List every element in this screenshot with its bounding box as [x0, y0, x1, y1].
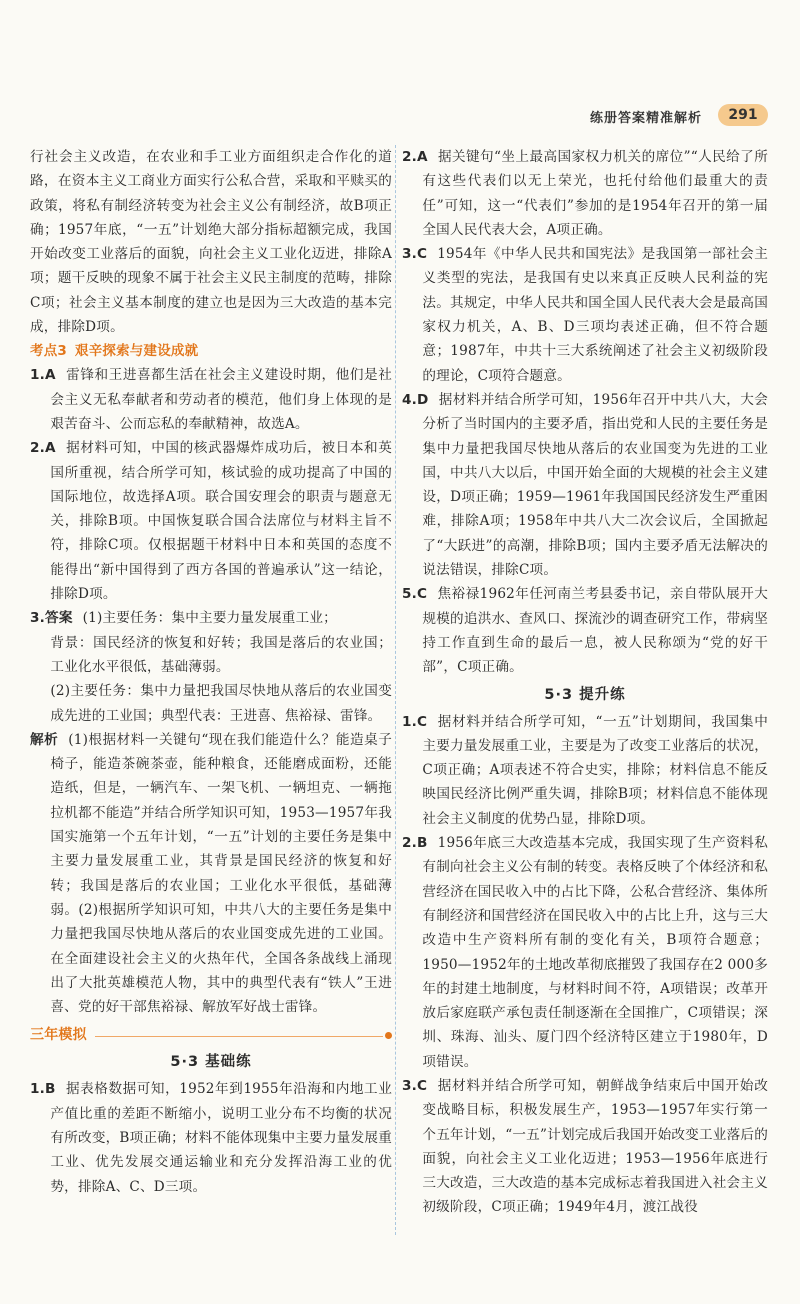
- answer-text: (2)主要任务：集中力量把我国尽快地从落后的农业国变成先进的工业国；典型代表：王进喜、焦裕禄、雷锋。: [50, 683, 392, 724]
- explanation-text: (1)根据材料一关键句“现在我们能造什么？能造桌子椅子，能造茶碗茶壶，能种粮食，还能磨成面粉，还能造纸，但是，一辆汽车、一架飞机、一辆坦克、一辆拖拉机都不能造”并结合所学知识可知，1953—1957年我国实施第一个五年计划，“一五”计划的主要任务是集中主要力量发展重工业，其背景是国民经济的恢复和好转；我国是落后的农业国；工业化水平很低，基础薄弱。(2)根据所学知识可知，中共八大的主要任务是集中力量把我国尽快地从落后的农业国变成先进的工业国。在全面建设社会主义的火热年代，全国各条战线上涌现出了大批英雄模范人物，其中的典型代表有“铁人”王进喜、党的好干部焦裕禄、解放军好战士雷锋。: [50, 731, 392, 1016]
- answer-text: 据表格数据可知，1952年到1955年沿海和内地工业产值比重的差距不断缩小，说明工业分布不均衡的状况有所改变，B项正确；材料不能体现集中主要力量发展重工业、优先发展交通运输业和充分发挥沿海工业的优势，排除A、C、D三项。: [50, 1081, 392, 1195]
- answer-number: 2.A: [402, 149, 428, 165]
- answer-number: 1.A: [30, 367, 56, 384]
- answer-number: 1.B: [30, 1081, 56, 1098]
- answer-text: 雷锋和王进喜都生活在社会主义建设时期，他们是社会主义无私奉献者和劳动者的模范，他们身上体现的是艰苦奋斗、公而忘私的奉献精神，故选A。: [50, 367, 392, 432]
- section-label: 考点3: [30, 343, 67, 360]
- right-column: [402, 145, 768, 1220]
- answer-text: 据材料可知，中国的核武器爆炸成功后，被日本和英国所重视，结合所学可知，核试验的成功提高了中国的国际地位，故选择A项。联合国安理会的职责与题意无关，排除B项。中国恢复联合国合法席位与材料主旨不符，排除C项。仅根据题干材料中日本和英国的态度不能得出“新中国得到了西方各国的普遍承认”这一结论，排除D项。: [50, 440, 392, 603]
- subsection-heading: 5·3 提升练: [544, 686, 626, 703]
- answer-number: 3.答案: [30, 610, 73, 627]
- answer-item: [402, 1074, 768, 1220]
- answer-text: 背景：国民经济的恢复和好转；我国是落后的农业国；工业化水平很低，基础薄弱。: [50, 634, 392, 675]
- answer-item: [30, 363, 392, 436]
- answer-item: [30, 436, 392, 606]
- header-title: 练册答案精准解析: [590, 111, 703, 126]
- answer-item: [30, 606, 392, 630]
- section-heading: [30, 339, 392, 363]
- continuation-paragraph: 行社会主义改造，在农业和手工业方面组织走合作化的道路，在资本主义工商业方面实行公私合营，采取和平赎买的政策，将私有制经济转变为社会主义公有制经济，故B项正确；1957年底，“一五”计划绝大部分指标超额完成，我国开始改变工业落后的面貌，向社会主义工业化迈进，排除A项；题干反映的现象不属于社会主义民主制度的范畴，排除C项；社会主义基本制度的建立也是因为三大改造的基本完成，排除D项。: [30, 149, 392, 336]
- answer-number: 3.C: [402, 1077, 428, 1094]
- answer-number: 1.C: [402, 713, 428, 730]
- answer-text: 据材料并结合所学可知，“一五”计划期间，我国集中主要力量发展重工业，主要是为了改变工业落后的状况，C项正确；A项表述不符合史实，排除；材料信息不能反映国民经济比例严重失调，排除B项；材料信息不能体现社会主义制度的优势凸显，排除D项。: [422, 713, 768, 827]
- section-band: [30, 1023, 392, 1047]
- explanation: [30, 728, 392, 1020]
- answer-item: [402, 831, 768, 1074]
- answer-item: [402, 582, 768, 679]
- page-number-badge: 291: [718, 104, 768, 126]
- band-rule: [95, 1036, 383, 1037]
- answer-item: [402, 242, 768, 388]
- answer-item: [402, 388, 768, 582]
- answer-item: [30, 1077, 392, 1198]
- band-label: 三年模拟: [30, 1027, 87, 1044]
- answer-text: 1956年底三大改造基本完成，我国实现了生产资料私有制向社会主义公有制的转变。表格反映了个体经济和私营经济在国民收入中的占比下降，公私合营经济、集体所有制经济和国营经济在国民收入中的占比上升，这与三大改造中生产资料所有制的变化有关，B项符合题意；1950—1952年的土地改革彻底摧毁了我国存在2 000多年的封建土地制度，与材料时间不符，A项错误；改革开放后家庭联产承包责任制逐渐在全国推广，C项错误；深圳、珠海、汕头、厦门四个经济特区建立于1980年，D项错误。: [422, 835, 768, 1070]
- answer-number: 3.C: [402, 246, 428, 263]
- answer-text: 1954年《中华人民共和国宪法》是我国第一部社会主义类型的宪法，是我国有史以来真正反映人民利益的宪法。其规定，中华人民共和国全国人民代表大会是最高国家权力机关，A、B、D三项均表述正确，但不符合题意；1987年，中共十三大系统阐述了社会主义初级阶段的理论，C项符合题意。: [422, 246, 768, 384]
- subsection-heading: 5·3 基础练: [170, 1054, 252, 1071]
- answer-number: 2.B: [402, 835, 428, 852]
- answer-text: (1)主要任务：集中主要力量发展重工业；: [82, 610, 337, 627]
- section-title: 艰辛探索与建设成就: [75, 343, 199, 360]
- answer-number: 4.D: [402, 391, 429, 408]
- answer-item: [402, 710, 768, 831]
- answer-text: 据材料并结合所学可知，朝鲜战争结束后中国开始改变战略目标，积极发展生产，1953—1957年实行第一个五年计划，“一五”计划完成后我国开始改变工业落后的面貌，向社会主义工业化迈进；1953—1956年底进行三大改造，三大改造的基本完成标志着我国进入社会主义初级阶段，C项正确；1949年4月，渡江战役: [422, 1077, 768, 1216]
- explanation-label: 解析: [30, 731, 59, 748]
- answer-number: 5.C: [402, 586, 428, 603]
- answer-text: 据关键句“坐上最高国家权力机关的席位”“人民给了所有这些代表们以无上荣光，也托付给他们最重大的责任”可知，这一“代表们”参加的是1954年召开的第一届全国人民代表大会，A项正确。: [422, 149, 768, 238]
- column-divider: [395, 145, 396, 1235]
- answer-text: 据材料并结合所学可知，1956年召开中共八大，大会分析了当时国内的主要矛盾，指出党和人民的主要任务是集中力量把我国尽快地从落后的农业国变为先进的工业国，中共八大以后，中国开始全面的大规模的社会主义建设，D项正确；1959—1961年我国国民经济发生严重困难，排除A项；1958年中共八大二次会议后，全国掀起了“大跃进”的高潮，排除B项；国内主要矛盾无法解决的说法错误，排除C项。: [422, 391, 768, 579]
- answer-text: 焦裕禄1962年任河南兰考县委书记，亲自带队展开大规模的追洪水、查风口、探流沙的调查研究工作，带病坚持工作直到生命的最后一息，被人民称颂为“党的好干部”，C项正确。: [422, 586, 768, 676]
- left-column: [30, 145, 392, 1199]
- answer-item: [402, 145, 768, 242]
- answer-number: 2.A: [30, 440, 56, 457]
- band-dot-icon: [385, 1032, 392, 1039]
